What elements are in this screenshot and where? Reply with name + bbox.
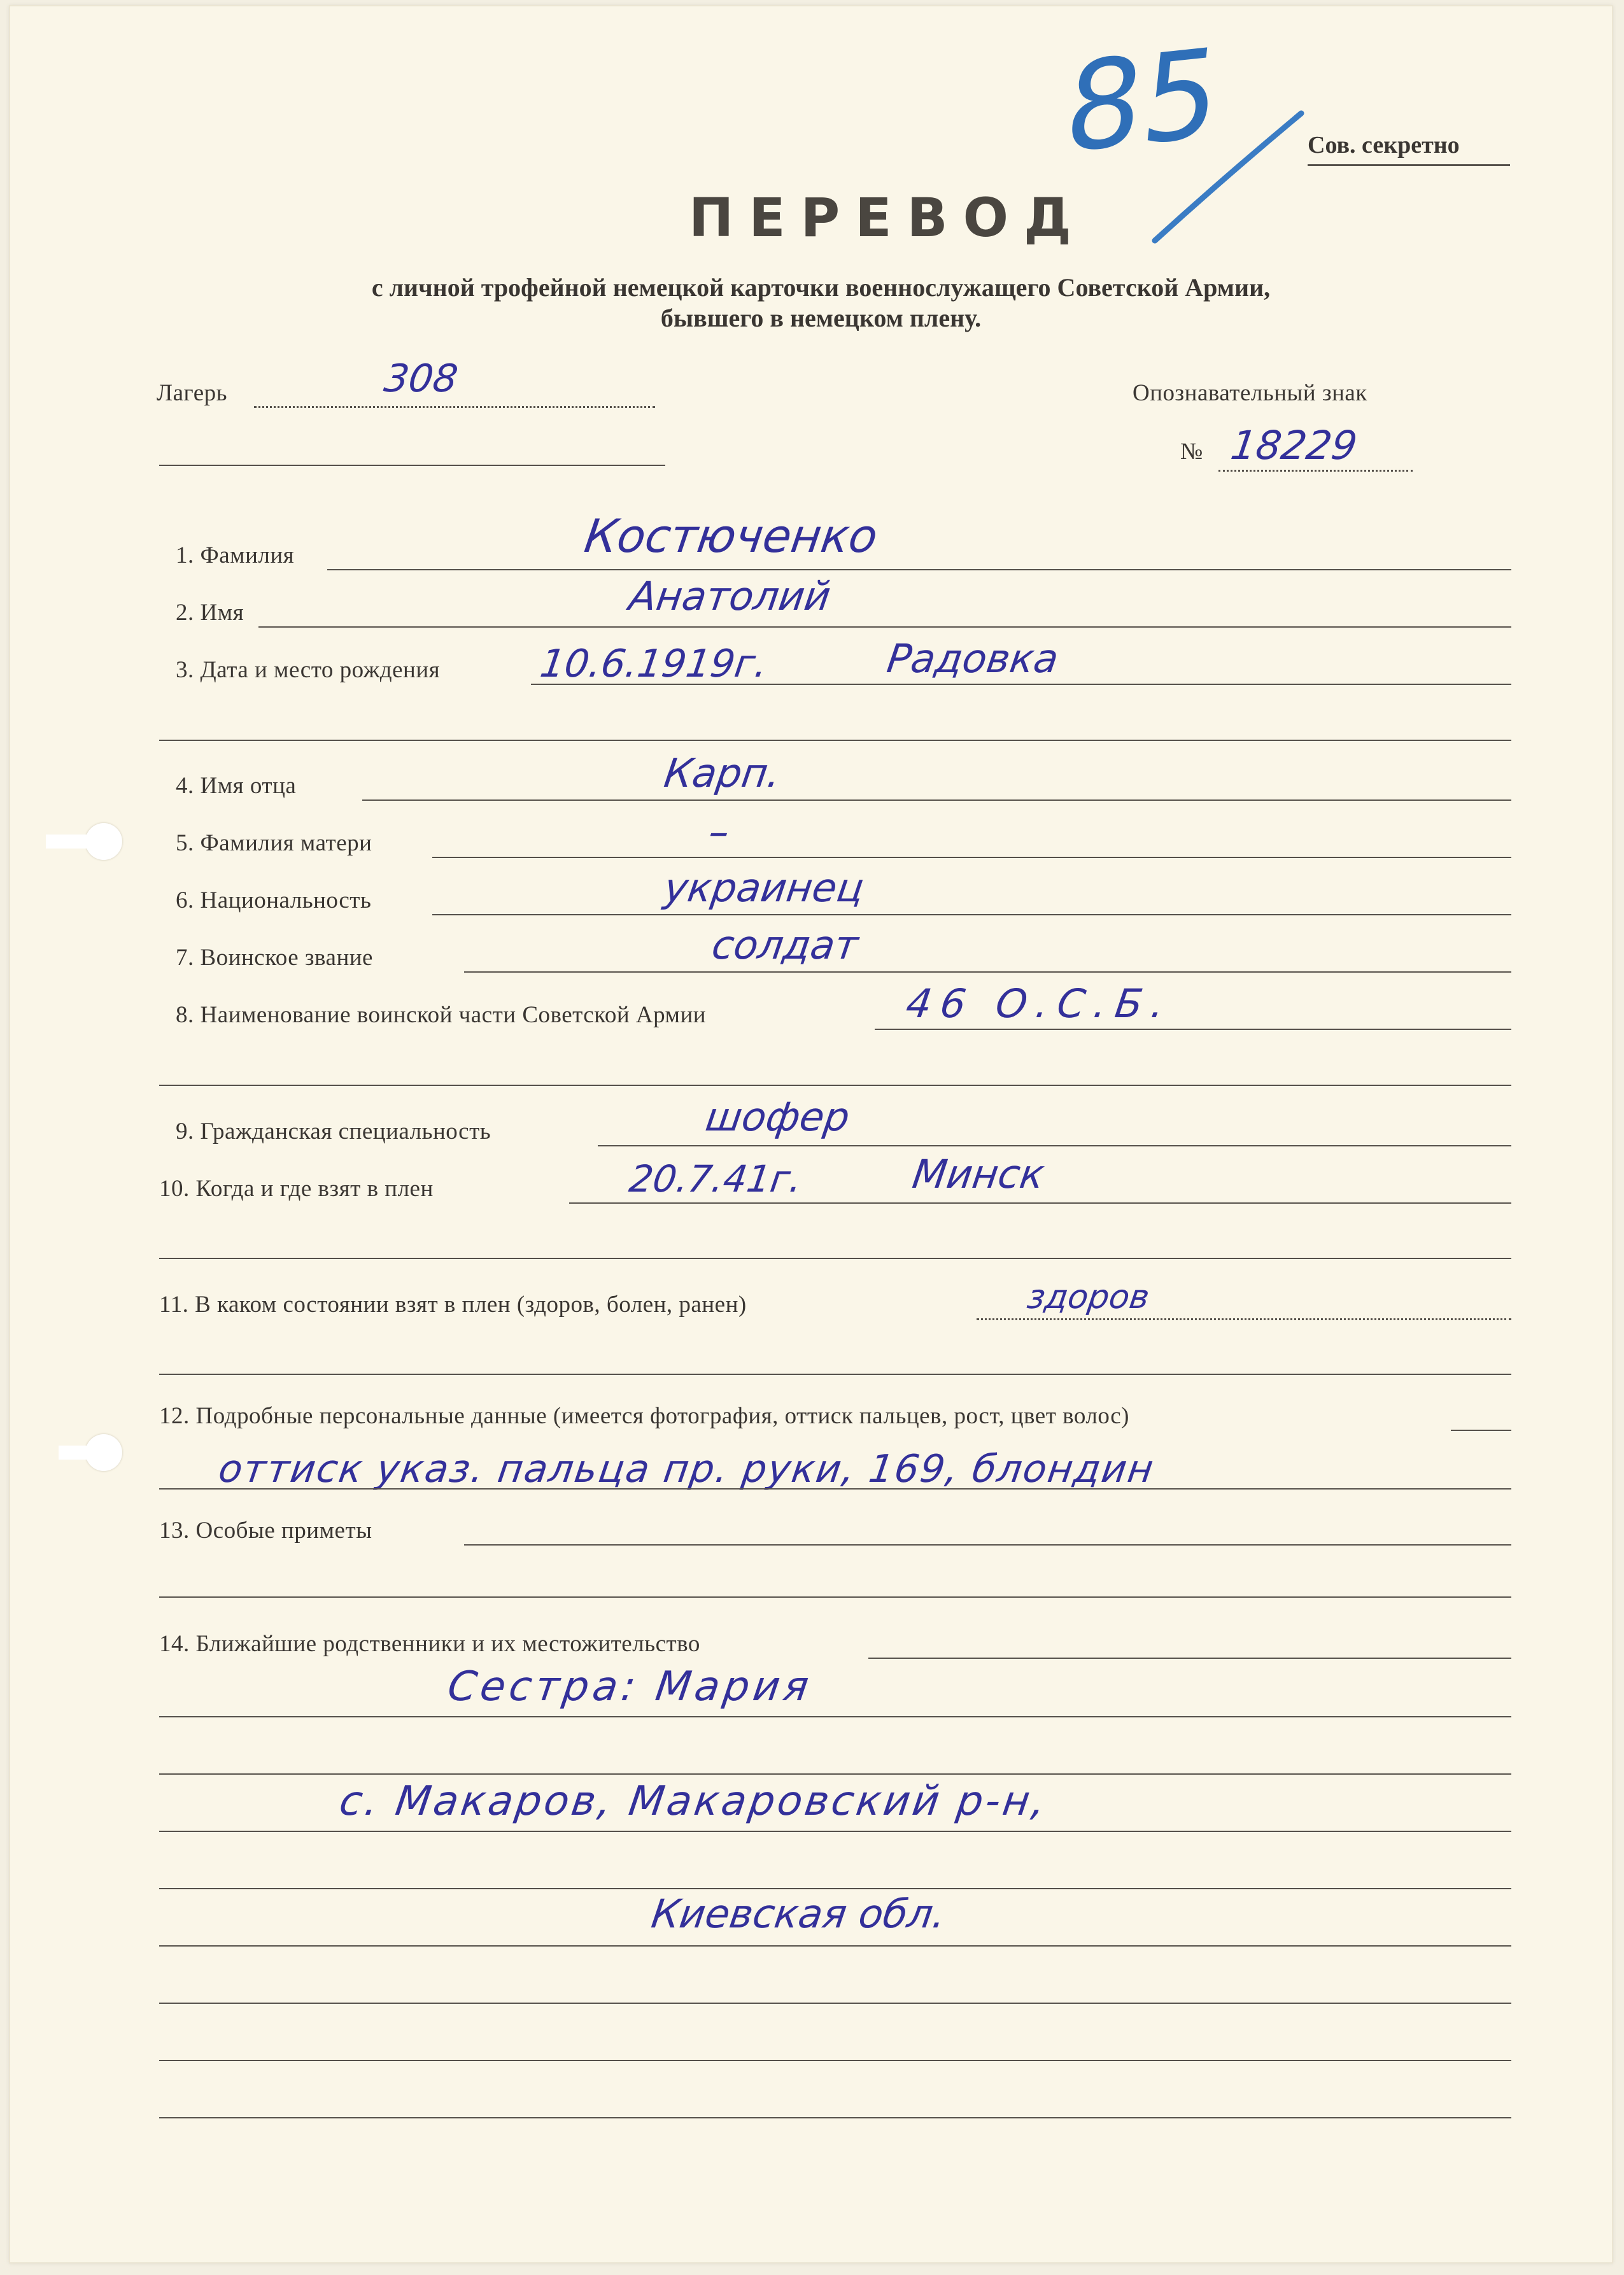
civil-specialty-line bbox=[598, 1145, 1511, 1146]
civil-specialty-value: шофер bbox=[702, 1094, 853, 1140]
special-marks-line bbox=[464, 1544, 1511, 1546]
camp-line-2 bbox=[159, 465, 665, 466]
birth-label: 3. Дата и место рождения bbox=[176, 657, 441, 683]
nationality-value: украинец bbox=[661, 864, 867, 911]
captured-place-value: Минск bbox=[909, 1151, 1047, 1197]
unit-label: 8. Наименование воинской части Советской Армии bbox=[176, 1002, 707, 1028]
birth-place-value: Радовка bbox=[884, 635, 1062, 682]
birth-line-2 bbox=[159, 740, 1511, 741]
camp-value: 308 bbox=[381, 356, 461, 401]
relatives-line-4 bbox=[159, 1831, 1511, 1832]
condition-value: здоров bbox=[1024, 1278, 1152, 1316]
condition-label: 11. В каком состоянии взят в плен (здоров, болен, ранен) bbox=[159, 1292, 747, 1318]
personal-data-label: 12. Подробные персональные данные (имеется фотография, оттиск пальцев, рост, цвет волос) bbox=[159, 1403, 1129, 1429]
surname-label: 1. Фамилия bbox=[176, 542, 295, 568]
id-mark-line bbox=[1218, 470, 1413, 472]
subtitle-line-1: с личной трофейной немецкой карточки военнослужащего Советской Армии, bbox=[371, 273, 1271, 302]
subtitle-line-2: бывшего в немецком плену. bbox=[660, 304, 982, 332]
relatives-line-6 bbox=[159, 1945, 1511, 1947]
form-sheet bbox=[9, 5, 1613, 2264]
classification-label: Сов. секретно bbox=[1308, 132, 1460, 158]
id-mark-label: Опознавательный знак bbox=[1133, 380, 1367, 406]
relatives-value-line2: с. Макаров, Макаровский р-н, bbox=[336, 1778, 1051, 1825]
personal-data-line bbox=[159, 1488, 1511, 1490]
relatives-line bbox=[868, 1658, 1511, 1659]
nationality-label: 6. Национальность bbox=[176, 887, 372, 913]
id-mark-value: 18229 bbox=[1227, 422, 1360, 468]
captured-line-2 bbox=[159, 1258, 1511, 1259]
father-name-label: 4. Имя отца bbox=[176, 773, 297, 799]
nationality-line bbox=[432, 914, 1511, 915]
special-marks-label: 13. Особые приметы bbox=[159, 1518, 372, 1544]
relatives-value-line1: Сестра: Мария bbox=[444, 1663, 816, 1710]
first-name-value: Анатолий bbox=[626, 573, 834, 619]
father-name-line bbox=[362, 799, 1511, 801]
captured-label: 10. Когда и где взят в плен bbox=[159, 1176, 434, 1202]
condition-line-2 bbox=[159, 1374, 1511, 1375]
camp-label: Лагерь bbox=[157, 380, 228, 406]
relatives-line-7 bbox=[159, 2003, 1511, 2004]
civil-specialty-label: 9. Гражданская специальность bbox=[176, 1118, 491, 1145]
relatives-label: 14. Ближайшие родственники и их местожительство bbox=[159, 1631, 700, 1657]
punch-hole-top-notch bbox=[46, 835, 97, 849]
rank-line bbox=[464, 971, 1511, 973]
punch-hole-bottom-notch bbox=[59, 1446, 97, 1460]
surname-value: Костюченко bbox=[581, 509, 881, 563]
birth-date-value: 10.6.1919г. bbox=[537, 642, 770, 686]
rank-value: солдат bbox=[709, 922, 861, 968]
id-mark-number-prefix: № bbox=[1180, 439, 1203, 465]
mother-surname-value: – bbox=[705, 808, 733, 855]
relatives-line-8 bbox=[159, 2060, 1511, 2061]
first-name-line bbox=[258, 626, 1511, 628]
first-name-label: 2. Имя bbox=[176, 600, 244, 626]
mother-surname-label: 5. Фамилия матери bbox=[176, 830, 372, 856]
personal-data-line-end bbox=[1451, 1430, 1511, 1431]
rank-label: 7. Воинское звание bbox=[176, 945, 373, 971]
captured-line bbox=[569, 1202, 1511, 1204]
relatives-line-3 bbox=[159, 1773, 1511, 1775]
condition-line bbox=[977, 1318, 1511, 1320]
relatives-line-9 bbox=[159, 2117, 1511, 2118]
relatives-line-2 bbox=[159, 1716, 1511, 1717]
special-marks-line-2 bbox=[159, 1596, 1511, 1598]
captured-date-value: 20.7.41г. bbox=[626, 1157, 805, 1201]
unit-line bbox=[875, 1029, 1511, 1030]
page-title: ПЕРЕВОД bbox=[689, 187, 1087, 249]
surname-line bbox=[327, 569, 1511, 570]
relatives-line-5 bbox=[159, 1888, 1511, 1889]
unit-line-2 bbox=[159, 1085, 1511, 1086]
pencil-number-85: 85 bbox=[1058, 21, 1227, 181]
pencil-stroke bbox=[1129, 101, 1320, 253]
mother-surname-line bbox=[432, 857, 1511, 858]
unit-value: 46 О.С.Б. bbox=[903, 980, 1176, 1027]
relatives-value-line3: Киевская обл. bbox=[648, 1891, 949, 1937]
classification-underline bbox=[1308, 164, 1510, 166]
personal-data-value: оттиск указ. пальца пр. руки, 169, блондин bbox=[216, 1447, 1157, 1491]
camp-line bbox=[254, 406, 655, 408]
father-name-value: Карп. bbox=[661, 750, 784, 796]
